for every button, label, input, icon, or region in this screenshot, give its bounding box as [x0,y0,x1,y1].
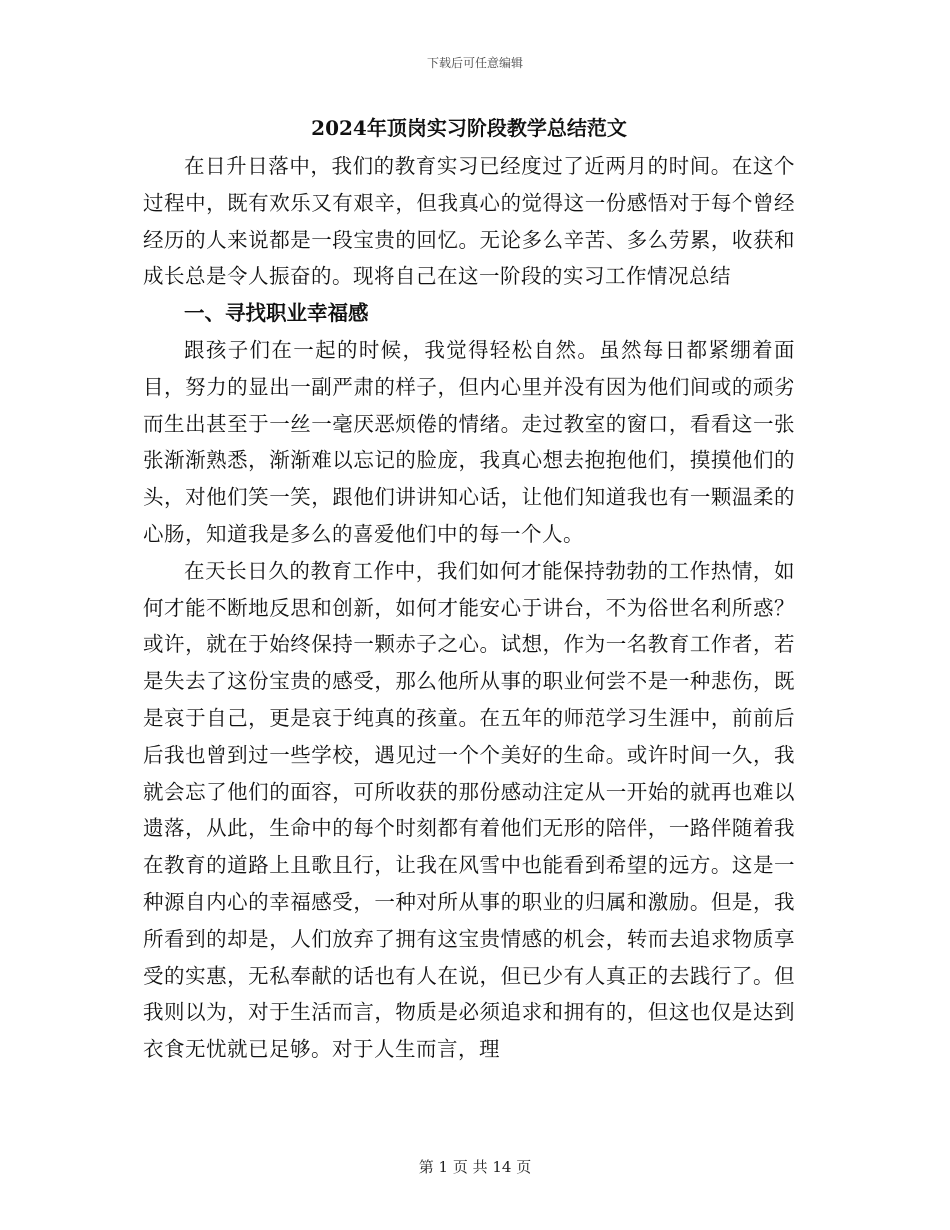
document-title: 2024年顶岗实习阶段教学总结范文 [311,116,627,140]
section1-paragraph-2: 在天长日久的教育工作中，我们如何才能保持勃勃的工作热情，如何才能不断地反思和创新，如何才能安心于讲台，不为俗世名利所惑？或许，就在于始终保持一颗赤子之心。试想，作为一名教育工作者，若是失去了这份宝贵的感受，那么他所从事的职业何尝不是一种悲伤，既是哀于自己，更是哀于纯真的孩童。在五年的师范学习生涯中，前前后后我也曾到过一些学校，遇见过一个个美好的生命。或许时间一久，我就会忘了他们的面容，可所收获的那份感动注定从一开始的就再也难以遗落，从此，生命中的每个时刻都有着他们无形的陪伴，一路伴随着我在教育的道路上且歌且行，让我在风雪中也能看到希望的远方。这是一种源自内心的幸福感受，一种对所从事的职业的归属和激励。但是，我所看到的却是，人们放弃了拥有这宝贵情感的机会，转而去追求物质享受的实惠，无私奉献的话也有人在说，但已少有人真正的去践行了。但我则以为，对于生活而言，物质是必须追求和拥有的，但这也仅是达到衣食无忧就已足够。对于人生而言，理 [143,558,795,1062]
document-body [143,112,795,1068]
intro-paragraph: 在日升日落中，我们的教育实习已经度过了近两月的时间。在这个过程中，既有欢乐又有艰辛，但我真心的觉得这一份感悟对于每个曾经经历的人来说都是一段宝贵的回忆。无论多么辛苦、多么劳累，收获和成长总是令人振奋的。现将自己在这一阶段的实习工作情况总结 [143,154,795,289]
section1-paragraph-1: 跟孩子们在一起的时候，我觉得轻松自然。虽然每日都紧绷着面目，努力的显出一副严肃的样子，但内心里并没有因为他们间或的顽劣而生出甚至于一丝一毫厌恶烦倦的情绪。走过教室的窗口，看看这一张张渐渐熟悉，渐渐难以忘记的脸庞，我真心想去抱抱他们，摸摸他们的头，对他们笑一笑，跟他们讲讲知心话，让他们知道我也有一颗温柔的心肠，知道我是多么的喜爱他们中的每一个人。 [143,337,795,546]
page-footer-number: 第 1 页 共 14 页 [418,1158,532,1176]
section-heading-1: 一、寻找职业幸福感 [184,301,369,326]
page-header-note: 下载后可任意编辑 [426,56,523,70]
